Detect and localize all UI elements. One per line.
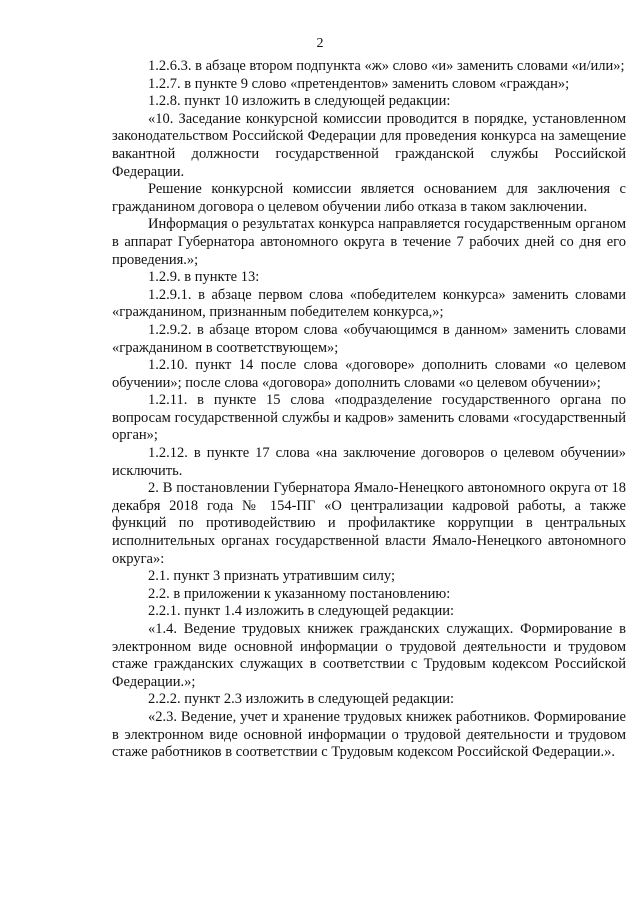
paragraph: 2. В постановлении Губернатора Ямало-Ненецкого автономного округа от 18 декабря 2018 года № 154-ПГ «О централизации кадровой работы, а также функций по противодействию и профилактике коррупции в центральных исполнительных органах государственной власти Ямало-Ненецкого автономного округа»: bbox=[112, 480, 626, 567]
paragraph: 1.2.11. в пункте 15 слова «подразделение государственного органа по вопросам государственной службы и кадров» заменить словами «государственный орган»; bbox=[112, 392, 626, 444]
paragraph: «2.3. Ведение, учет и хранение трудовых книжек работников. Формирование в электронном виде основной информации о трудовой деятельности и трудовом стаже работников в соответствии с Трудовым кодексом Российской Федерации.». bbox=[112, 708, 626, 761]
document-body bbox=[112, 58, 626, 762]
paragraph: Решение конкурсной комиссии является основанием для заключения с гражданином договора о целевом обучении либо отказа в таком заключении. bbox=[112, 181, 626, 215]
paragraph: 2.1. пункт 3 признать утратившим силу; bbox=[148, 568, 395, 585]
paragraph: 1.2.9.1. в абзаце первом слова «победителем конкурса» заменить словами «гражданином, признанным победителем конкурса,»; bbox=[112, 286, 626, 321]
paragraph: 1.2.8. пункт 10 изложить в следующей редакции: bbox=[148, 93, 451, 110]
paragraph: 2.2. в приложении к указанному постановлению: bbox=[148, 585, 451, 602]
paragraph: 1.2.9. в пункте 13: bbox=[148, 269, 260, 286]
paragraph: 1.2.6.3. в абзаце втором подпункта «ж» слово «и» заменить словами «и/или»; bbox=[148, 58, 625, 74]
paragraph: 1.2.10. пункт 14 после слова «договоре» дополнить словами «о целевом обучении»; после слова «договора» дополнить словами «о целевом обучении»; bbox=[112, 357, 626, 391]
paragraph: 2.2.1. пункт 1.4 изложить в следующей редакции: bbox=[148, 603, 455, 620]
page-number: 2 bbox=[316, 36, 324, 51]
paragraph: Информация о результатах конкурса направляется государственным органом в аппарат Губернатора автономного округа в течение 7 рабочих дней со дня его проведения.»; bbox=[112, 216, 626, 268]
paragraph: «10. Заседание конкурсной комиссии проводится в порядке, установленном законодательством Российской Федерации для проведения конкурса на замещение вакантной должности государственной гражданской службы Российской Федерации. bbox=[112, 110, 626, 180]
paragraph: «1.4. Ведение трудовых книжек гражданских служащих. Формирование в электронном виде основной информации о трудовой деятельности и трудовом стаже гражданских служащих в соответствии с Трудовым кодексом Российской Федерации.»; bbox=[112, 621, 626, 690]
paragraph: 1.2.12. в пункте 17 слова «на заключение договоров о целевом обучении» исключить. bbox=[112, 445, 626, 479]
paragraph: 1.2.7. в пункте 9 слово «претендентов» заменить словом «граждан»; bbox=[148, 75, 570, 92]
paragraph: 2.2.2. пункт 2.3 изложить в следующей редакции: bbox=[148, 691, 455, 708]
paragraph: 1.2.9.2. в абзаце втором слова «обучающимся в данном» заменить словами «гражданином в соответствующем»; bbox=[112, 321, 626, 356]
